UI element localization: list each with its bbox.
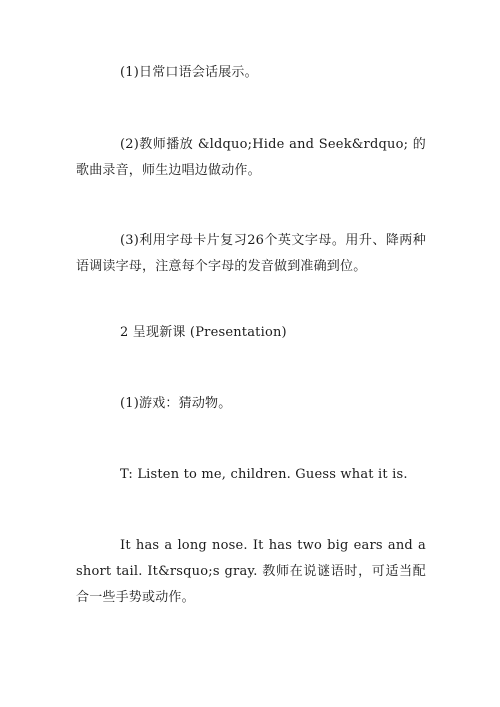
paragraph-riddle: It has a long nose. It has two big ears and a short tail. It&rsquo;s gray. 教师在说谜语时，可适当配合一些手势或动作。 <box>76 538 426 605</box>
paragraph-alphabet-review: (3)利用字母卡片复习26个英文字母。用升、降两种语调读字母，注意每个字母的发音做到准确到位。 <box>76 233 426 274</box>
paragraph-guess-animal-game: (1)游戏：猜动物。 <box>120 396 232 411</box>
paragraph-daily-dialogue: (1)日常口语会话展示。 <box>120 65 258 80</box>
paragraph-song-recording: (2)教师播放 &ldquo;Hide and Seek&rdquo; 的歌曲录音，师生边唱边做动作。 <box>76 137 426 178</box>
paragraph-teacher-prompt: T: Listen to me, children. Guess what it is. <box>120 467 408 482</box>
section-heading-presentation: 2 呈现新课 (Presentation) <box>120 325 287 340</box>
